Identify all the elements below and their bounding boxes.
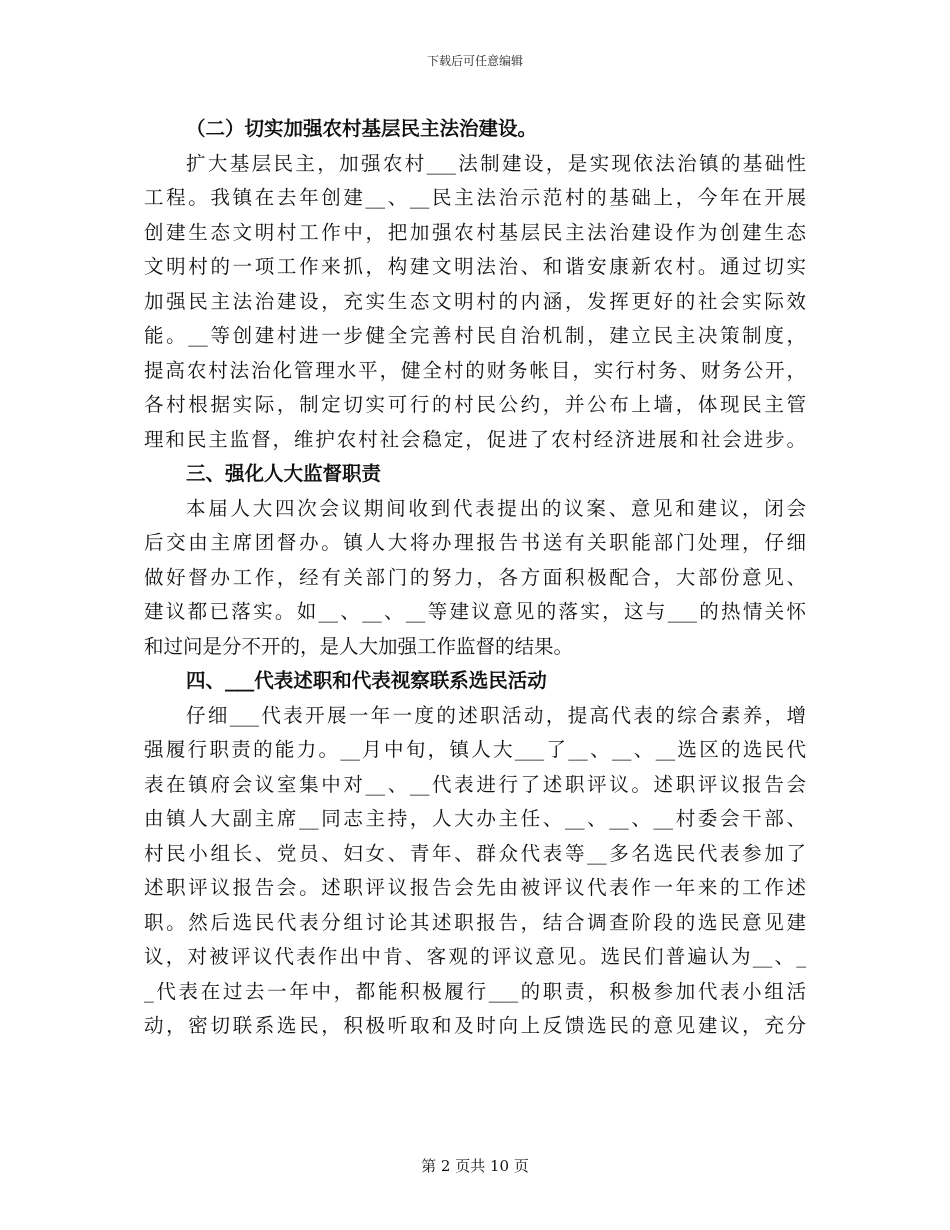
paragraph-line: 理和民主监督，维护农村社会稳定，促进了农村经济进展和社会进步。 xyxy=(144,427,806,451)
paragraph-line: 提高农村法治化管理水平，健全村的财务帐目，实行村务、财务公开， xyxy=(144,358,806,382)
paragraph-line: 述职评议报告会。述职评议报告会先由被评议代表作一年来的工作述 xyxy=(144,876,806,899)
paragraph-line: 仔细___代表开展一年一度的述职活动，提高代表的综合素养，增 xyxy=(186,703,806,727)
paragraph-line: 本届人大四次会议期间收到代表提出的议案、意见和建议，闭会 xyxy=(186,496,806,520)
paragraph-line: 职。然后选民代表分组讨论其述职报告，结合调查阶段的选民意见建 xyxy=(144,910,806,934)
paragraph-line: 动，密切联系选民，积极听取和及时向上反馈选民的意见建议，充分 xyxy=(144,1014,806,1037)
document-body xyxy=(144,112,806,1044)
paragraph-line: 做好督办工作，经有关部门的努力，各方面积极配合，大部份意见、 xyxy=(144,565,806,589)
paragraph-line: 建议都已落实。如__、__、__等建议意见的落实，这与___的热情关怀 xyxy=(144,600,806,623)
paragraph-line: 村民小组长、党员、妇女、青年、群众代表等__多名选民代表参加了 xyxy=(144,841,806,865)
paragraph-line: 议，对被评议代表作出中肯、客观的评议意见。选民们普遍认为__、_ xyxy=(144,945,806,968)
paragraph-line: 表在镇府会议室集中对__、__代表进行了述职评议。述职评议报告会 xyxy=(144,772,806,796)
section-heading: （二）切实加强农村基层民主法治建设。 xyxy=(186,117,538,140)
page-footer: 第 2 页共 10 页 xyxy=(421,1157,529,1175)
page-header: 下载后可任意编辑 xyxy=(426,54,523,68)
paragraph-line: 文明村的一项工作来抓，构建文明法治、和谐安康新农村。通过切实 xyxy=(144,255,806,278)
paragraph-line: 后交由主席团督办。镇人大将办理报告书送有关职能部门处理，仔细 xyxy=(144,531,806,554)
paragraph-line: 工程。我镇在去年创建__、__民主法治示范村的基础上，今年在开展 xyxy=(144,186,806,209)
paragraph-line: 各村根据实际，制定切实可行的村民公约，并公布上墙，体现民主管 xyxy=(144,393,806,416)
paragraph-line: _代表在过去一年中，都能积极履行___的职责，积极参加代表小组活 xyxy=(144,979,806,1003)
paragraph-line: 扩大基层民主，加强农村___法制建设，是实现依法治镇的基础性 xyxy=(186,151,806,175)
paragraph-line: 创建生态文明村工作中，把加强农村基层民主法治建设作为创建生态 xyxy=(144,220,806,244)
paragraph-line: 和过问是分不开的，是人大加强工作监督的结果。 xyxy=(144,634,574,658)
paragraph-line: 强履行职责的能力。__月中旬，镇人大___了__、__、__选区的选民代 xyxy=(144,738,806,761)
paragraph-line: 加强民主法治建设，充实生态文明村的内涵，发挥更好的社会实际效 xyxy=(144,289,806,313)
paragraph-line: 由镇人大副主席__同志主持，人大办主任、__、__、__村委会干部、 xyxy=(144,807,806,830)
section-heading: 四、___代表述职和代表视察联系选民活动 xyxy=(186,669,547,692)
paragraph-line: 能。__等创建村进一步健全完善村民自治机制，建立民主决策制度， xyxy=(144,324,806,347)
section-heading: 三、强化人大监督职责 xyxy=(186,462,382,485)
